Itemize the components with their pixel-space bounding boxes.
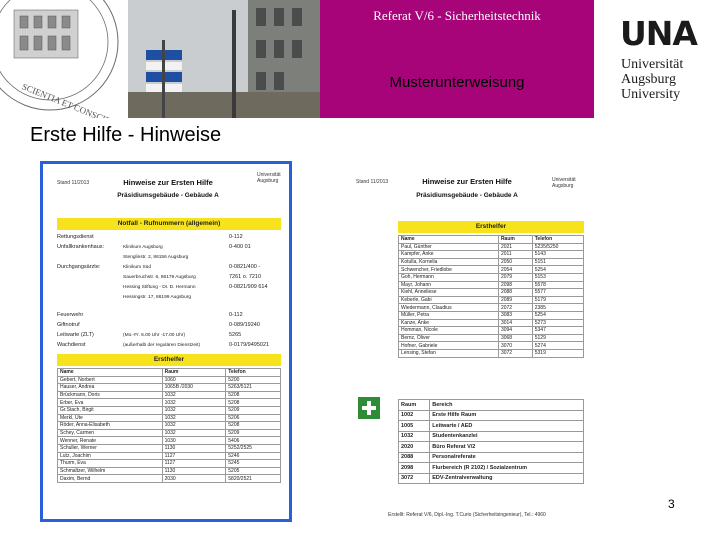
ersthelfer-right-row	[399, 289, 584, 297]
bereich-cell: Personalreferate	[430, 452, 584, 463]
ersthelfer-left-cell: 1130	[162, 467, 226, 475]
doc-date: Stand 11/2013	[57, 180, 90, 186]
ersthelfer-left-cell: Hauser, Andrea	[58, 384, 163, 392]
ersthelfer-right-cell: 5347	[532, 327, 583, 335]
ersthelfer-left-row	[58, 422, 281, 430]
ersthelfer-table-left	[57, 368, 281, 483]
ersthelfer-right-row	[399, 311, 584, 319]
bereich-cell: Erste Hilfe Raum	[430, 410, 584, 421]
contact-label: Giftnotruf	[57, 322, 80, 328]
ersthelfer-left-row	[58, 460, 281, 468]
contact-number: 0-0821/909 614	[229, 284, 268, 290]
ersthelfer-right-cell: 5577	[532, 289, 583, 297]
ersthelfer-right-cell: Homman, Nicole	[399, 327, 499, 335]
bereich-cell: 1005	[399, 421, 430, 432]
ersthelfer-right-cell: 5179	[532, 296, 583, 304]
ersthelfer-left-cell: Brückmann, Doris	[58, 391, 163, 399]
contact-detail: Hessing Stiftung - Dr. D. Hermann	[123, 285, 196, 290]
ersthelfer-left-cell: 1130	[162, 444, 226, 452]
university-seal	[0, 0, 128, 118]
bereich-cell: Leitwarte / AED	[430, 421, 584, 432]
ersthelfer-right-cell: 3014	[498, 319, 532, 327]
contact-detail: (Mo.-Fr. 6.00 Uhr -17.00 Uhr)	[123, 333, 186, 338]
bereich-col-header: Raum	[399, 400, 430, 411]
ersthelfer-left-cell: 1127	[162, 460, 226, 468]
doc-title: Hinweise zur Ersten Hilfe	[123, 178, 213, 187]
ersthelfer-left-cell: 1065B /2030	[162, 384, 226, 392]
ersthelfer-right-cell: Hofner, Gabriele	[399, 342, 499, 350]
contact-label: Leitwarte (ZLT)	[57, 332, 94, 338]
bereich-row	[399, 410, 584, 421]
ersthelfer-left-col-header: Name	[58, 369, 163, 377]
ersthelfer-right-row	[399, 251, 584, 259]
doc-uni-label-right: Universität Augsburg	[552, 177, 576, 189]
ersthelfer-left-cell: Merkl, Ute	[58, 414, 163, 422]
ersthelfer-left-cell: 1060	[162, 376, 226, 384]
notfall-header: Notfall - Rufnummern (allgemein)	[57, 218, 281, 230]
ersthelfer-left-header-row	[58, 369, 281, 377]
contact-number: 0-089/19240	[229, 322, 260, 328]
ersthelfer-right-cell: 5254	[532, 266, 583, 274]
ersthelfer-right-row	[399, 334, 584, 342]
contact-detail: (außerhalb der regulären Dienstzeit)	[123, 343, 201, 348]
contact-label: Durchgangsärzte:	[57, 264, 101, 270]
ersthelfer-right-row	[399, 319, 584, 327]
ersthelfer-right-cell: 2385	[532, 304, 583, 312]
ersthelfer-header-left: Ersthelfer	[57, 354, 281, 366]
page-number: 3	[668, 497, 675, 511]
ersthelfer-left-cell: Schuller, Werner	[58, 444, 163, 452]
svg-text:SCIENTIA ET CONSCIENT: SCIENTIA ET CONSCIENT	[20, 81, 124, 118]
doc-title-right: Hinweise zur Ersten Hilfe	[422, 177, 512, 186]
logo-line-2: Augsburg	[621, 72, 676, 87]
contact-number: 0-0179/9495021	[229, 342, 270, 348]
banner-title: Musterunterweisung	[389, 74, 525, 91]
header-banner	[320, 0, 594, 118]
ersthelfer-left-cell: 5820/2521	[226, 475, 281, 483]
ersthelfer-right-row	[399, 258, 584, 266]
ersthelfer-left-cell: 5209	[226, 406, 281, 414]
bereich-cell: Büro Referat V/2	[430, 442, 584, 453]
bereich-cell: 3072	[399, 473, 430, 484]
contact-label: Feuerwehr	[57, 312, 84, 318]
ersthelfer-left-cell: 5200	[226, 376, 281, 384]
ersthelfer-right-cell: Schwencher, Friedlobe	[399, 266, 499, 274]
ersthelfer-left-cell: 1032	[162, 429, 226, 437]
ersthelfer-right-cell: Wiedermann, Claudius	[399, 304, 499, 312]
ersthelfer-right-col-header: Name	[399, 236, 499, 244]
bereich-cell: 2020	[399, 442, 430, 453]
logo-line-1: Universität	[621, 57, 684, 72]
ersthelfer-left-row	[58, 475, 281, 483]
bereich-cell: 1002	[399, 410, 430, 421]
ersthelfer-right-cell: 3072	[498, 349, 532, 357]
slide-title: Erste Hilfe - Hinweise	[30, 124, 222, 146]
ersthelfer-right-cell: 5153	[532, 273, 583, 281]
contact-number: 0-0821/400 -	[229, 264, 261, 270]
ersthelfer-right-cell: Müller, Petra	[399, 311, 499, 319]
contact-number: 7261 o. 7210	[229, 274, 262, 280]
ersthelfer-right-row	[399, 342, 584, 350]
ersthelfer-left-cell: Gebert, Norbert	[58, 376, 163, 384]
ersthelfer-right-row	[399, 273, 584, 281]
ersthelfer-right-cell: 2050	[498, 258, 532, 266]
ersthelfer-right-cell: Bernz, Oliver	[399, 334, 499, 342]
ersthelfer-right-cell: 3070	[498, 342, 532, 350]
bereich-cell: 2098	[399, 463, 430, 474]
doc-building: Präsidiumsgebäude - Gebäude A	[117, 192, 219, 199]
ersthelfer-right-row	[399, 281, 584, 289]
ersthelfer-left-col-header: Telefon	[226, 369, 281, 377]
ersthelfer-right-row	[399, 327, 584, 335]
header-subtitle: Referat V/6 - Sicherheitstechnik	[373, 8, 541, 23]
ersthelfer-right-cell: 5578	[532, 281, 583, 289]
ersthelfer-right-cell: 5143	[532, 251, 583, 259]
contact-number: 0-400 01	[229, 244, 251, 250]
ersthelfer-left-cell: Gr.Stach, Birgit	[58, 406, 163, 414]
ersthelfer-right-cell: Lensing, Stefan	[399, 349, 499, 357]
ersthelfer-right-cell: 3068	[498, 334, 532, 342]
first-aid-notice-left	[40, 161, 292, 522]
ersthelfer-right-cell: 2098	[498, 281, 532, 289]
ersthelfer-header-right: Ersthelfer	[398, 221, 584, 233]
ersthelfer-left-cell: 1030	[162, 437, 226, 445]
ersthelfer-right-row	[399, 349, 584, 357]
ersthelfer-right-cell: 2079	[498, 273, 532, 281]
ersthelfer-left-cell: 5206	[226, 414, 281, 422]
contact-detail: Sauerbruchstr. 6, 86179 Augsburg	[123, 275, 196, 280]
ersthelfer-left-cell: 5246	[226, 452, 281, 460]
doc-building-right: Präsidiumsgebäude - Gebäude A	[416, 192, 518, 199]
contact-number: 0-112	[229, 312, 243, 318]
bereich-row	[399, 452, 584, 463]
ersthelfer-left-cell: 5245	[226, 460, 281, 468]
ersthelfer-left-cell: 1032	[162, 406, 226, 414]
bereich-cell: Flurbereich (R 2102) / Sozialzentrum	[430, 463, 584, 474]
ersthelfer-right-row	[399, 266, 584, 274]
ersthelfer-left-cell: Wenner, Renate	[58, 437, 163, 445]
ersthelfer-left-cell: 5208	[226, 422, 281, 430]
ersthelfer-left-cell: 1032	[162, 422, 226, 430]
bereich-cell: 1032	[399, 431, 430, 442]
ersthelfer-left-row	[58, 414, 281, 422]
ersthelfer-left-row	[58, 406, 281, 414]
bereich-row	[399, 442, 584, 453]
ersthelfer-right-cell: Mayr, Johann	[399, 281, 499, 289]
ersthelfer-right-cell: Goh, Hermann	[399, 273, 499, 281]
ersthelfer-right-header-row	[399, 236, 584, 244]
ersthelfer-left-cell: 1127	[162, 452, 226, 460]
ersthelfer-left-cell: 5252/2525	[226, 444, 281, 452]
ersthelfer-right-cell: 3083	[498, 311, 532, 319]
ersthelfer-right-cell: 5254	[532, 311, 583, 319]
ersthelfer-left-cell: 5406	[226, 437, 281, 445]
ersthelfer-left-cell: Erber, Eva	[58, 399, 163, 407]
bereich-cell: EDV-Zentralverwaltung	[430, 473, 584, 484]
ersthelfer-left-cell: 5263/5121	[226, 384, 281, 392]
contact-label: Rettungsdienst	[57, 234, 94, 240]
ersthelfer-right-col-header: Raum	[498, 236, 532, 244]
ersthelfer-left-cell: 5209	[226, 429, 281, 437]
contact-number: 5265	[229, 332, 242, 338]
ersthelfer-right-cell: 2011	[498, 251, 532, 259]
ersthelfer-left-row	[58, 384, 281, 392]
ersthelfer-right-cell: 5151	[532, 258, 583, 266]
bereich-header-row	[399, 400, 584, 411]
university-logo	[594, 0, 720, 118]
ersthelfer-left-row	[58, 391, 281, 399]
ersthelfer-left-row	[58, 437, 281, 445]
ersthelfer-left-cell: 1032	[162, 391, 226, 399]
ersthelfer-right-cell: 5319	[532, 349, 583, 357]
ersthelfer-left-row	[58, 467, 281, 475]
ersthelfer-left-cell: 5205	[226, 467, 281, 475]
ersthelfer-right-col-header: Telefon	[532, 236, 583, 244]
bereich-row	[399, 463, 584, 474]
first-aid-notice-right	[343, 162, 591, 522]
ersthelfer-left-cell: 5208	[226, 391, 281, 399]
ersthelfer-left-cell: Lutz, Joachim	[58, 452, 163, 460]
logo-mark: UNA	[620, 14, 697, 53]
ersthelfer-right-cell: 5273	[532, 319, 583, 327]
ersthelfer-left-cell: Thurm, Eva	[58, 460, 163, 468]
ersthelfer-right-cell: 2021	[498, 243, 532, 251]
ersthelfer-right-cell: 3094	[498, 327, 532, 335]
doc-uni-label: Universität Augsburg	[257, 172, 281, 184]
ersthelfer-right-cell: 2072	[498, 304, 532, 312]
ersthelfer-right-cell: Kampfer, Anke	[399, 251, 499, 259]
ersthelfer-right-cell: 5274	[532, 342, 583, 350]
contact-detail: Klinikum Augsburg	[123, 245, 163, 250]
bereich-row	[399, 473, 584, 484]
ersthelfer-right-cell: 2054	[498, 266, 532, 274]
ersthelfer-left-row	[58, 399, 281, 407]
ersthelfer-right-row	[399, 243, 584, 251]
ersthelfer-left-cell: Daxim, Bernd	[58, 475, 163, 483]
doc-footer: Erstellt: Referat V/6, Dipl.-Ing. T.Curio (Sicherheitsingenieur), Tel.: 4960	[388, 512, 546, 518]
ersthelfer-right-cell: Kiehl, Anneliese	[399, 289, 499, 297]
ersthelfer-right-cell: Paul, Günther	[399, 243, 499, 251]
doc-date-right: Stand 11/2013	[356, 179, 389, 185]
ersthelfer-right-row	[399, 304, 584, 312]
ersthelfer-right-cell: Kotulla, Kornelia	[399, 258, 499, 266]
ersthelfer-right-row	[399, 296, 584, 304]
contact-detail: Klinikum Süd	[123, 265, 151, 270]
ersthelfer-table-right	[398, 235, 584, 358]
bereich-table	[398, 399, 584, 484]
building-photo	[128, 0, 320, 118]
ersthelfer-left-cell: 1032	[162, 399, 226, 407]
contact-label: Wachdienst	[57, 342, 86, 348]
ersthelfer-right-cell: 2089	[498, 296, 532, 304]
ersthelfer-left-row	[58, 444, 281, 452]
bereich-cell: 2088	[399, 452, 430, 463]
ersthelfer-left-cell: 2030	[162, 475, 226, 483]
ersthelfer-left-col-header: Raum	[162, 369, 226, 377]
logo-line-3: University	[621, 87, 681, 102]
ersthelfer-right-cell: Kanze, Anke	[399, 319, 499, 327]
contact-label: Unfallkrankenhaus:	[57, 244, 105, 250]
ersthelfer-right-cell: Keberle, Gabi	[399, 296, 499, 304]
ersthelfer-left-cell: Schmaltzer, Wilhelm	[58, 467, 163, 475]
ersthelfer-right-cell: 5129	[532, 334, 583, 342]
first-aid-cross-icon	[358, 397, 380, 419]
ersthelfer-left-row	[58, 429, 281, 437]
contact-number: 0-112	[229, 234, 243, 240]
bereich-cell: Studentenkanzlei	[430, 431, 584, 442]
ersthelfer-left-cell: 1032	[162, 414, 226, 422]
ersthelfer-left-cell: Schey, Carmen	[58, 429, 163, 437]
contact-detail: Stenglinstr. 2, 86156 Augsburg	[123, 255, 189, 260]
ersthelfer-right-cell: 2088	[498, 289, 532, 297]
ersthelfer-left-row	[58, 452, 281, 460]
bereich-row	[399, 421, 584, 432]
ersthelfer-left-cell: Röder, Anna-Elisabeth	[58, 422, 163, 430]
bereich-col-header: Bereich	[430, 400, 584, 411]
ersthelfer-right-cell: 5235/5250	[532, 243, 583, 251]
contact-detail: Hessingstr. 17, 86199 Augsburg	[123, 295, 192, 300]
ersthelfer-left-row	[58, 376, 281, 384]
ersthelfer-left-cell: 5208	[226, 399, 281, 407]
bereich-row	[399, 431, 584, 442]
